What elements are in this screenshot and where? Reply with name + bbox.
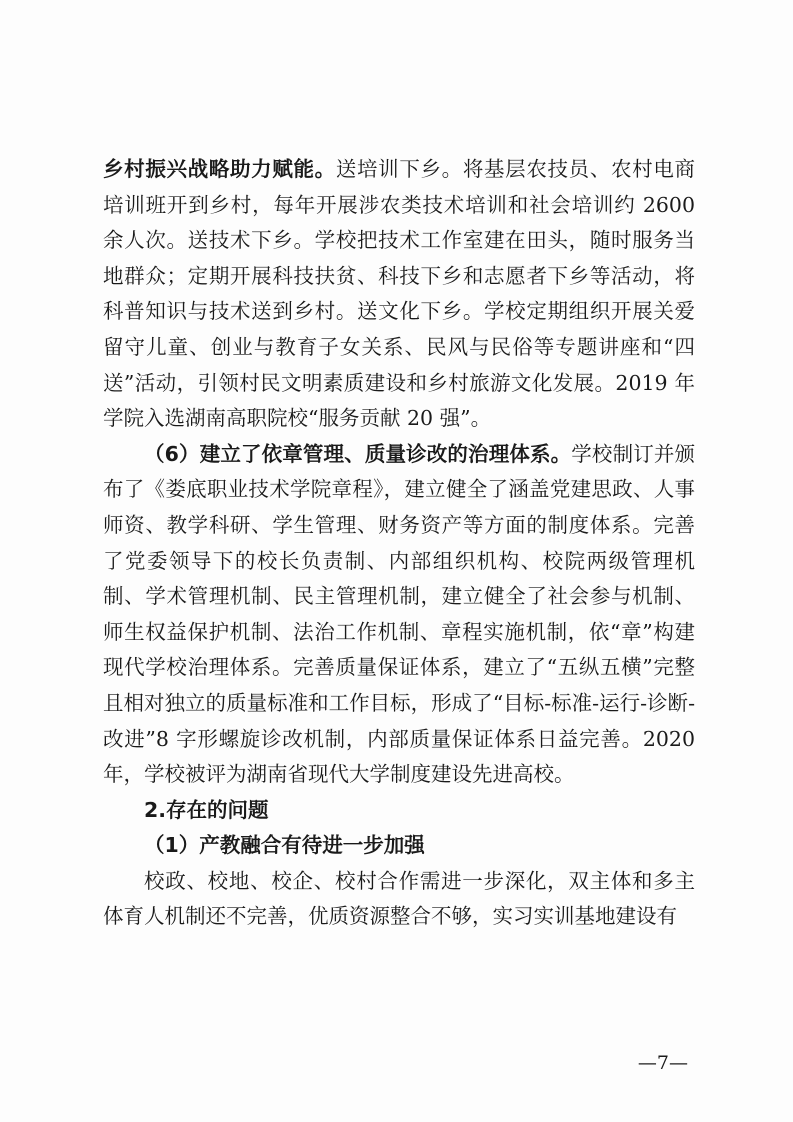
page-number: —7— — [637, 1052, 688, 1074]
paragraph-lead-heading: （6）建立了依章管理、质量诊改的治理体系。 — [144, 441, 572, 466]
subsection-heading: （1）产教融合有待进一步加强 — [144, 833, 425, 858]
paragraph-text: 学校制订并颁布了《娄底职业技术学院章程》，建立健全了涵盖党建思政、人事师资、教学科研、学生管理、财务资产等方面的制度体系。完善了党委领导下的校长负责制、内部组织机构、校院两级管理机制、学术管理机制、民主管理机制，建立健全了社会参与机制、师生权益保护机制、法治工作机制、章程实施机制，依“章”构建现代学校治理体系。完善质量保证体系，建立了“五纵五横”完整且相对独立的质量标准和工作目标，形成了“目标-标准-运行-诊断-改进”8 字形螺旋诊改机制，内部质量保证体系日益完善。2020 年，学校被评为湖南省现代大学制度建设先进高校。 — [103, 441, 695, 787]
section-heading: 2.存在的问题 — [144, 797, 269, 822]
paragraph-governance-system — [103, 437, 695, 793]
paragraph-text: 校政、校地、校企、校村合作需进一步深化，双主体和多主体育人机制还不完善，优质资源整合不够，实习实训基地建设有 — [103, 868, 695, 929]
paragraph-text: 送培训下乡。将基层农技员、农村电商培训班开到乡村，每年开展涉农类技术培训和社会培训约 2600 余人次。送技术下乡。学校把技术工作室建在田头，随时服务当地群众；定期开展科技扶贫、科技下乡和志愿者下乡等活动，将科普知识与技术送到乡村。送文化下乡。学校定期组织开展关爱留守儿童、创业与教育子女关系、民风与民俗等专题讲座和“四送”活动，引领村民文明素质建设和乡村旅游文化发展。2019 年学院入选湖南高职院校“服务贡献 20 强”。 — [103, 157, 696, 431]
paragraph-cooperation — [103, 864, 695, 935]
paragraph-rural-revitalization — [103, 152, 695, 437]
paragraph-lead-heading: 乡村振兴战略助力赋能。 — [103, 157, 336, 181]
document-body — [103, 152, 695, 935]
